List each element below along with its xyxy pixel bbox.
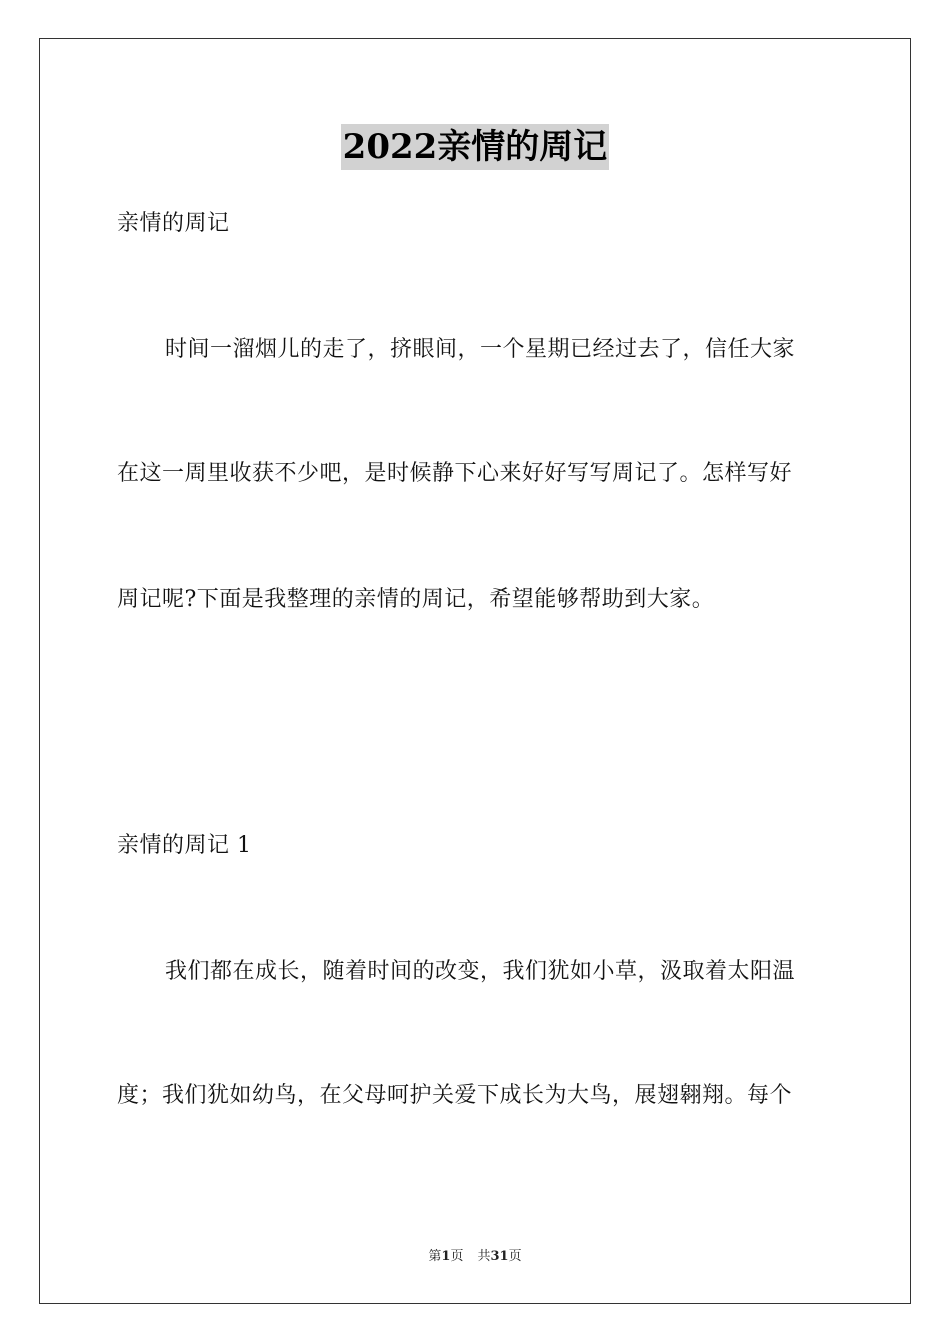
paragraph-line: 我们都在成长，随着时间的改变，我们犹如小草，汲取着太阳温 [165,959,796,984]
total-label-suffix: 页 [508,1249,522,1264]
page-number: 1 [441,1249,451,1264]
total-pages: 31 [490,1249,509,1264]
total-label-prefix: 共 [477,1249,491,1264]
paragraph-line: 时间一溜烟儿的走了，挤眼间，一个星期已经过去了，信任大家 [165,337,796,362]
page-label-suffix: 页 [450,1249,464,1264]
paragraph-line: 在这一周里收获不少吧，是时候静下心来好好写写周记了。怎样写好 [117,461,793,486]
section-heading: 亲情的周记 1 [117,833,252,858]
page-footer [0,1248,950,1266]
title-container [0,124,950,170]
page-label-prefix: 第 [428,1249,442,1264]
section-heading: 亲情的周记 [117,211,230,236]
paragraph-line: 度；我们犹如幼鸟，在父母呵护关爱下成长为大鸟，展翅翱翔。每个 [117,1083,793,1108]
paragraph-line: 周记呢?下面是我整理的亲情的周记，希望能够帮助到大家。 [117,587,715,612]
document-title: 2022亲情的周记 [341,124,610,170]
